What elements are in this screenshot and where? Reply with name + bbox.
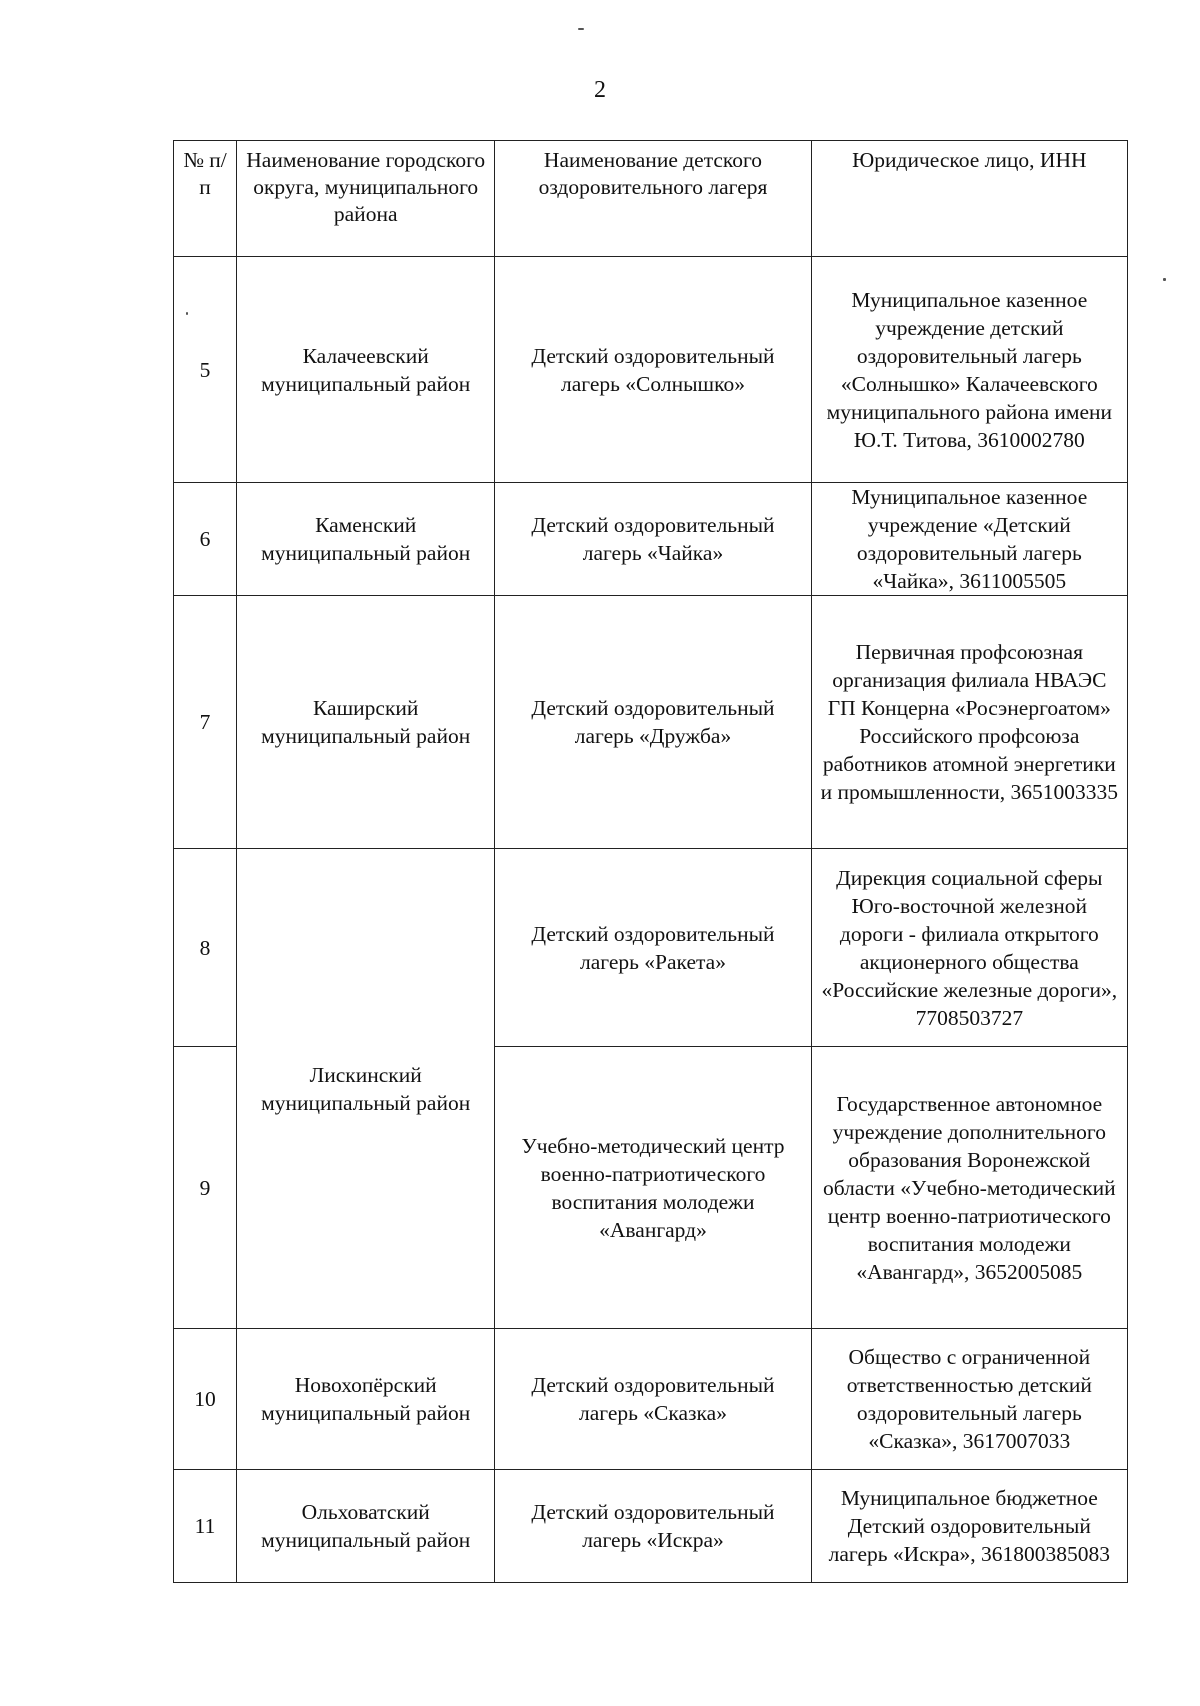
cell-district: Лискинский муниципальный район <box>237 849 495 1329</box>
cell-number: 5 <box>174 257 237 483</box>
header-organization-text: Юридическое лицо, ИНН <box>852 148 1087 172</box>
table-header-row <box>174 141 1128 257</box>
cell-organization: Первичная профсоюзная организация филиала НВАЭС ГП Концерна «Росэнергоатом» Российского профсоюза работников атомной энергетики и промышленности, 3651003335 <box>811 596 1127 849</box>
cell-camp: Детский оздоровительный лагерь «Чайка» <box>495 483 811 596</box>
cell-organization: Государственное автономное учреждение дополнительного образования Воронежской области «Учебно-методический центр военно-патриотического воспитания молодежи «Авангард», 3652005085 <box>811 1047 1127 1329</box>
cell-district: Ольховатский муниципальный район <box>237 1470 495 1583</box>
cell-district: Новохопёрский муниципальный район <box>237 1329 495 1470</box>
header-district <box>237 141 495 257</box>
table-row <box>174 596 1128 849</box>
page-number: 2 <box>594 77 606 103</box>
cell-number: 11 <box>174 1470 237 1583</box>
cell-organization: Общество с ограниченной ответственностью детский оздоровительный лагерь «Сказка», 3617007033 <box>811 1329 1127 1470</box>
cell-camp: Учебно-методический центр военно-патриотического воспитания молодежи «Авангард» <box>495 1047 811 1329</box>
cell-camp: Детский оздоровительный лагерь «Солнышко» <box>495 257 811 483</box>
scan-speck <box>1163 278 1166 281</box>
header-number <box>174 141 237 257</box>
table-row <box>174 257 1128 483</box>
cell-camp: Детский оздоровительный лагерь «Дружба» <box>495 596 811 849</box>
cell-number: 7 <box>174 596 237 849</box>
camps-table <box>173 140 1128 1583</box>
table-row <box>174 1329 1128 1470</box>
cell-organization: Муниципальное казенное учреждение детский оздоровительный лагерь «Солнышко» Калачеевского муниципального района имени Ю.Т. Титова, 3610002780 <box>811 257 1127 483</box>
scan-speck <box>578 28 584 30</box>
table-row <box>174 849 1128 1047</box>
header-number-text: № п/п <box>183 148 227 199</box>
cell-number: 8 <box>174 849 237 1047</box>
cell-district: Каменский муниципальный район <box>237 483 495 596</box>
cell-camp: Детский оздоровительный лагерь «Ракета» <box>495 849 811 1047</box>
cell-camp: Детский оздоровительный лагерь «Сказка» <box>495 1329 811 1470</box>
cell-number: 9 <box>174 1047 237 1329</box>
table-row <box>174 1470 1128 1583</box>
table-row <box>174 483 1128 596</box>
cell-camp: Детский оздоровительный лагерь «Искра» <box>495 1470 811 1583</box>
cell-number: 10 <box>174 1329 237 1470</box>
cell-district: Каширский муниципальный район <box>237 596 495 849</box>
cell-number: 6 <box>174 483 237 596</box>
header-organization <box>811 141 1127 257</box>
cell-organization: Муниципальное казенное учреждение «Детский оздоровительный лагерь «Чайка», 3611005505 <box>811 483 1127 596</box>
header-camp-text: Наименование детского оздоровительного лагеря <box>538 148 768 199</box>
header-district-text: Наименование городского округа, муниципального района <box>246 148 486 226</box>
cell-organization: Муниципальное бюджетное Детский оздоровительный лагерь «Искра», 361800385083 <box>811 1470 1127 1583</box>
cell-organization: Дирекция социальной сферы Юго-восточной железной дороги - филиала открытого акционерного общества «Российские железные дороги», 7708503727 <box>811 849 1127 1047</box>
header-camp <box>495 141 811 257</box>
cell-district: Калачеевский муниципальный район <box>237 257 495 483</box>
